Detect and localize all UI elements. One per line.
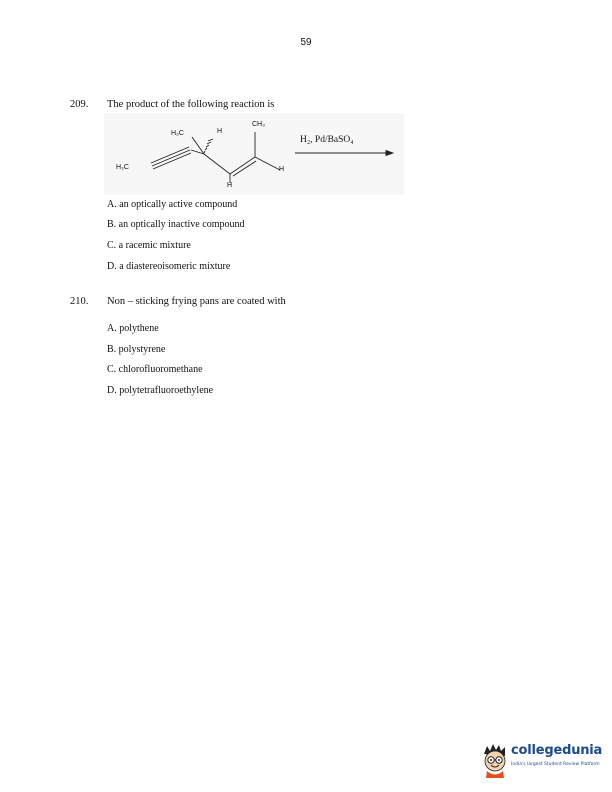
logo-tagline: India's largest Student Review Platform [511,762,600,767]
question-209-number: 209. [70,99,89,110]
label-h-top: H [217,128,223,135]
reaction-arrow [295,151,393,156]
q209-option-a: A. an optically active compound [107,199,238,210]
q210-option-d: D. polytetrafluoroethylene [107,385,214,396]
reagent-label: H₂, Pd/BaSO₄ [300,135,354,145]
q209-option-d: D. a diastereoisomeric mixture [107,261,231,272]
reaction-scheme [104,113,404,195]
logo-name: collegedunia [511,743,603,758]
label-h-right: H [279,166,285,173]
mascot-icon [480,742,510,778]
label-h3c-top: H₃C [171,130,184,137]
question-210-text: Non – sticking frying pans are coated with [107,296,286,307]
q210-option-b: B. polystyrene [107,344,166,355]
collegedunia-logo [480,738,602,782]
q209-option-c: C. a racemic mixture [107,240,191,251]
question-209-text: The product of the following reaction is [107,99,275,110]
page-number: 59 [300,37,312,48]
question-210-number: 210. [70,296,89,307]
q209-option-b: B. an optically inactive compound [107,219,245,230]
label-h-bottom: H [227,182,233,189]
label-h3c-left: H₃C [116,164,129,171]
label-ch3: CH₃ [252,121,265,128]
q210-option-c: C. chlorofluoromethane [107,364,203,375]
q210-option-a: A. polythene [107,323,159,334]
